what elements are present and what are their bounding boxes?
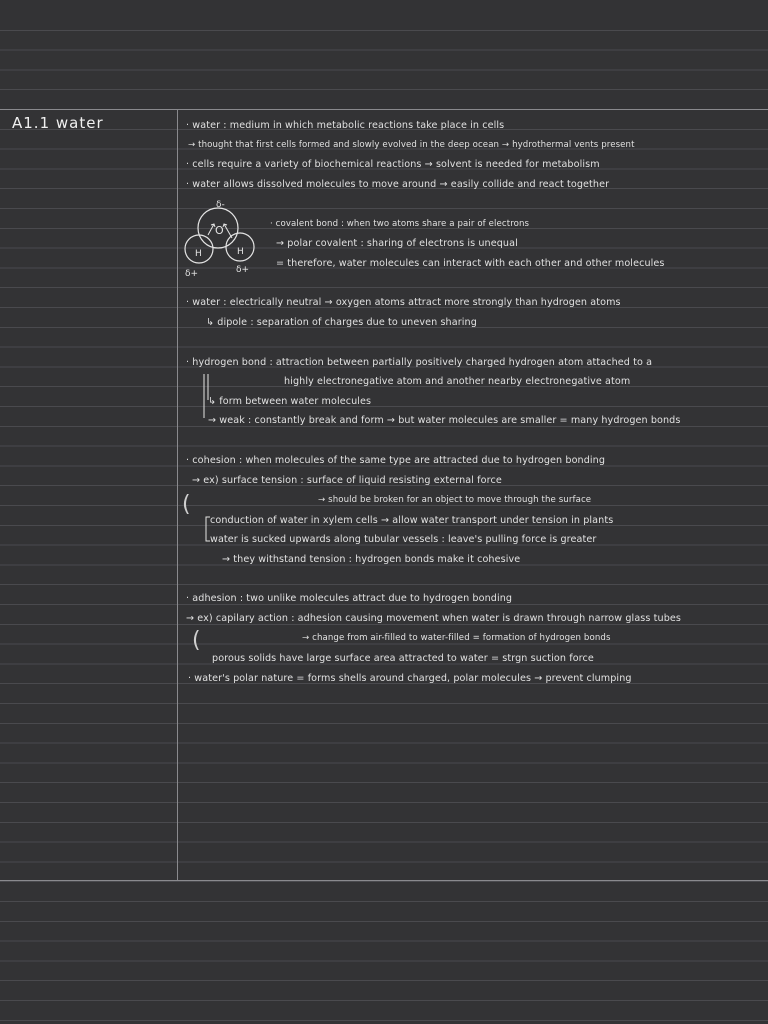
note-line: porous solids have large surface area attracted to water = strgn suction force xyxy=(212,653,594,664)
bracket-icon xyxy=(204,516,212,542)
note-line: · hydrogen bond : attraction between partially positively charged hydrogen atom attached to a xyxy=(186,357,653,368)
delta-minus-label: δ- xyxy=(216,200,225,210)
header-rule xyxy=(0,109,768,110)
note-line: → polar covalent : sharing of electrons is unequal xyxy=(276,238,518,249)
note-line: highly electronegative atom and another nearby electronegative atom xyxy=(284,376,631,387)
note-line: ↳ dipole : separation of charges due to uneven sharing xyxy=(206,317,477,328)
curve-arrow-icon: ( xyxy=(192,628,201,653)
note-line: · adhesion : two unlike molecules attract due to hydrogen bonding xyxy=(186,593,513,604)
note-line: ↳ form between water molecules xyxy=(208,396,372,407)
footer-rule xyxy=(0,880,768,881)
note-line: → change from air-filled to water-filled = formation of hydrogen bonds xyxy=(302,633,611,643)
note-line: · water allows dissolved molecules to move around → easily collide and react together xyxy=(186,179,610,190)
hydrogen-right-label: H xyxy=(237,247,244,257)
note-line: water is sucked upwards along tubular vessels : leave's pulling force is greater xyxy=(210,534,597,545)
note-line: → ex) surface tension : surface of liquid resisting external force xyxy=(192,475,502,486)
page-title: A1.1 water xyxy=(12,114,104,132)
curve-arrow-icon: ( xyxy=(182,492,191,517)
note-line: · cells require a variety of biochemical reactions → solvent is needed for metabolism xyxy=(186,159,600,170)
delta-plus-left-label: δ+ xyxy=(185,269,199,279)
note-line: · water : electrically neutral → oxygen atoms attract more strongly than hydrogen atoms xyxy=(186,297,621,308)
note-line: → they withstand tension : hydrogen bonds make it cohesive xyxy=(222,554,521,565)
delta-plus-right-label: δ+ xyxy=(236,265,250,275)
note-line: · cohesion : when molecules of the same type are attracted due to hydrogen bonding xyxy=(186,455,606,466)
note-line: → weak : constantly break and form → but water molecules are smaller = many hydrogen bonds xyxy=(208,415,681,426)
note-line: = therefore, water molecules can interact with each other and other molecules xyxy=(276,258,665,269)
note-line: conduction of water in xylem cells → allow water transport under tension in plants xyxy=(210,515,614,526)
oxygen-label: O xyxy=(215,224,224,237)
note-line: · water's polar nature = forms shells around charged, polar molecules → prevent clumping xyxy=(188,673,632,684)
note-line: → should be broken for an object to move through the surface xyxy=(318,495,592,505)
note-line: → ex) capilary action : adhesion causing movement when water is drawn through narrow glass tubes xyxy=(186,613,681,624)
margin-rule xyxy=(177,109,178,880)
hydrogen-left-label: H xyxy=(195,249,202,259)
note-line: · water : medium in which metabolic reactions take place in cells xyxy=(186,120,505,131)
note-line: → thought that first cells formed and slowly evolved in the deep ocean → hydrothermal vents present xyxy=(188,140,635,150)
water-molecule-diagram xyxy=(180,198,276,280)
note-line: · covalent bond : when two atoms share a pair of electrons xyxy=(270,219,530,229)
